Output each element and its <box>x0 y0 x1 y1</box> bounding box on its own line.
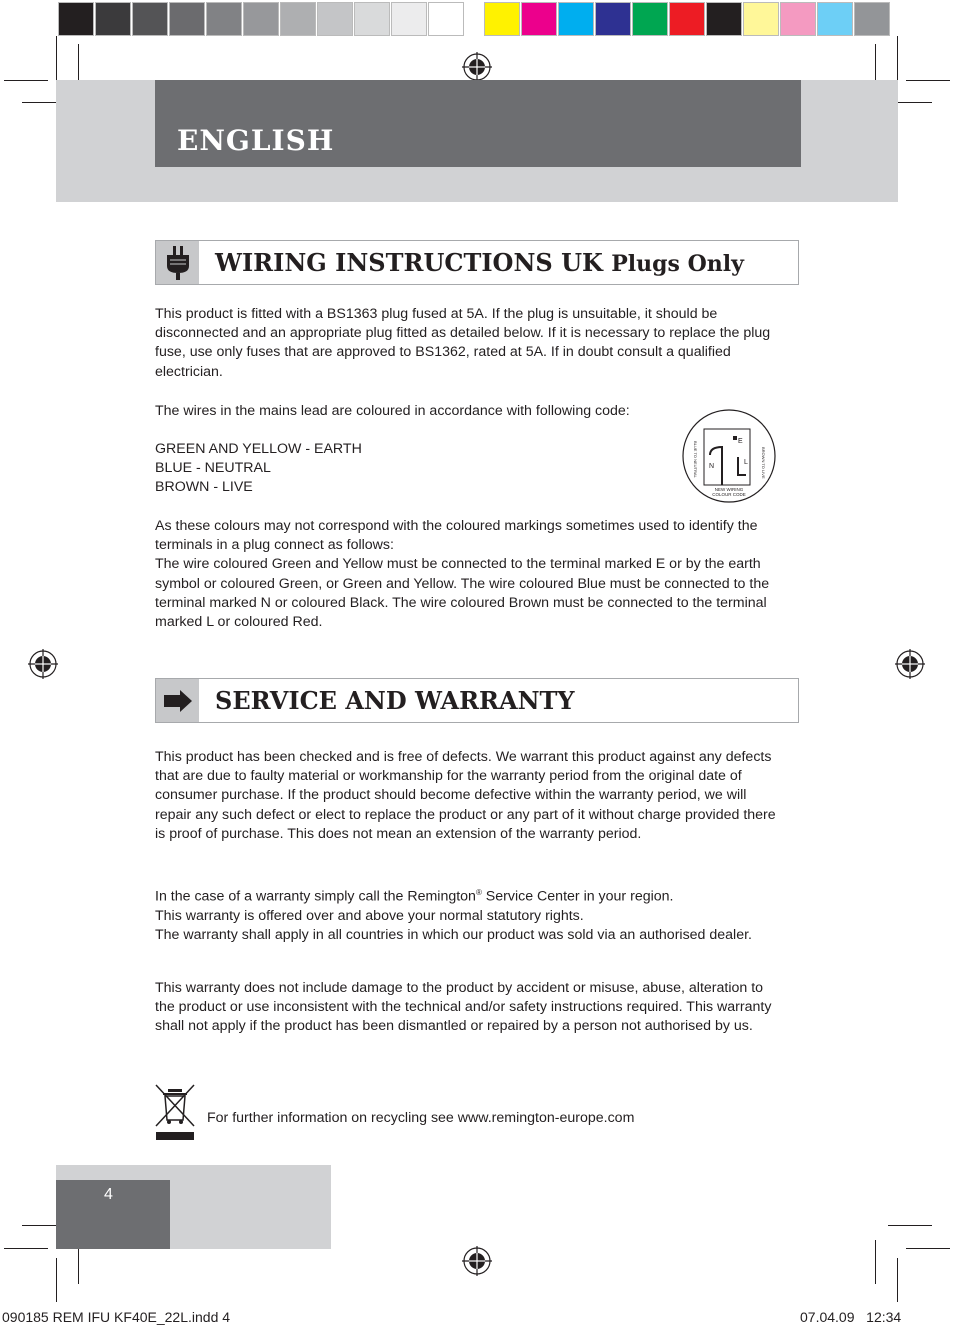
process-color-swatch <box>632 2 668 36</box>
crop-mark <box>888 1225 932 1226</box>
crop-mark <box>897 36 898 80</box>
wiring-section-heading <box>155 240 799 285</box>
page-number: 4 <box>104 1186 113 1203</box>
slug-file-info: 090185 REM IFU KF40E_22L.indd 4 <box>2 1309 231 1325</box>
registration-mark-icon <box>895 649 925 679</box>
page-title: ENGLISH <box>177 124 335 157</box>
slug-date-time: 07.04.09 12:34 <box>800 1309 902 1325</box>
gray-swatch <box>243 2 279 36</box>
service-paragraph-2 <box>155 883 785 945</box>
gray-swatch <box>206 2 242 36</box>
registration-mark-icon <box>462 52 492 82</box>
service-paragraph-3: This warranty does not include damage to the product by accident or misuse, abuse, alteration to the product or use inconsistent with the technical and/or safety instructions required. This warranty shall not apply if the product has been dismantled or repaired by a person not authorised by us. <box>155 980 772 1035</box>
gray-swatch <box>317 2 353 36</box>
colour-code-label: COLOUR CODE <box>712 492 746 497</box>
crop-mark <box>906 80 950 81</box>
service-paragraph-2-b: Service Center in your region. <box>481 888 674 905</box>
process-color-swatch <box>521 2 557 36</box>
gray-swatch <box>280 2 316 36</box>
crop-mark <box>897 1258 898 1302</box>
wiring-section-title <box>215 248 744 277</box>
crop-mark <box>875 1240 876 1284</box>
gray-swatch <box>428 2 464 36</box>
terminal-l-label: L <box>744 459 748 466</box>
wiring-paragraph-3-detail: The wire coloured Green and Yellow must be connected to the terminal marked E or by the earth symbol or coloured Green, or Green and Yellow. The wire coloured Blue must be connected to the terminal marked N or coloured Black. The wire coloured Brown must be connected to the terminal marked L or coloured Red. <box>155 556 770 631</box>
wire-code-live: BROWN - LIVE <box>155 479 253 496</box>
wire-code-earth: GREEN AND YELLOW - EARTH <box>155 441 362 457</box>
terminal-n-label: N <box>709 463 715 470</box>
recycling-info-text: For further information on recycling see www.remington-europe.com <box>207 1110 635 1126</box>
crop-mark <box>56 36 57 80</box>
process-color-bar <box>484 2 891 38</box>
wiring-title-main: WIRING INSTRUCTIONS UK <box>215 248 603 277</box>
wire-code-neutral: BLUE - NEUTRAL <box>155 460 271 477</box>
wiring-paragraph-3-intro: As these colours may not correspond with the coloured markings sometimes used to identify the terminals in a plug connect as follows: <box>155 518 758 554</box>
plug-wiring-diagram <box>682 407 776 505</box>
crossed-bin-icon <box>155 1084 195 1142</box>
crop-mark <box>4 1248 48 1249</box>
process-color-swatch <box>743 2 779 36</box>
brown-to-live-label: BROWN TO LIVE <box>761 447 766 479</box>
service-paragraph-1: This product has been checked and is free of defects. We warrant this product against any defects that are due to faulty material or workmanship for the warranty period from the original date of consumer purchase. If the product should become defective within the warranty period, we will repair any such defect or elect to replace the product or any part of it without charge provided there is proof of purchase. This does not mean an extension of the warranty period. <box>155 749 776 842</box>
service-section-title: SERVICE AND WARRANTY <box>215 686 575 715</box>
header-title-bar <box>155 80 801 167</box>
terminal-e-label: E <box>738 438 743 445</box>
wiring-paragraph-1: This product is fitted with a BS1363 plug fused at 5A. If the plug is unsuitable, it should be disconnected and an appropriate plug fitted as detailed below. If it is necessary to replace the plug fuse, use only fuses that are approved to BS1362, rated at 5A. If in doubt consult a qualified electrician. <box>155 306 771 380</box>
wiring-paragraph-3 <box>155 517 785 632</box>
registered-mark: ® <box>475 888 482 897</box>
service-icon-box <box>156 679 199 722</box>
crop-mark <box>4 80 48 81</box>
process-color-swatch <box>595 2 631 36</box>
process-color-swatch <box>706 2 742 36</box>
gray-color-bar <box>58 2 465 38</box>
new-wiring-label: NEW WIRING <box>714 487 744 492</box>
arrow-right-icon <box>164 690 192 712</box>
service-section-heading <box>155 678 799 723</box>
process-color-swatch <box>558 2 594 36</box>
wire-colour-code-list <box>155 440 455 498</box>
wiring-paragraph-2: The wires in the mains lead are coloured in accordance with following code: <box>155 403 630 419</box>
service-paragraph-2-a: In the case of a warranty simply call the Remington <box>155 888 476 905</box>
gray-swatch <box>391 2 427 36</box>
plug-icon <box>165 246 191 280</box>
gray-swatch <box>58 2 94 36</box>
footer-page-block <box>56 1180 170 1249</box>
process-color-swatch <box>780 2 816 36</box>
service-paragraph-2-line-1 <box>155 883 785 907</box>
process-color-swatch <box>817 2 853 36</box>
process-color-swatch <box>854 2 890 36</box>
wiring-icon-box <box>156 241 199 284</box>
wiring-title-suffix: Plugs Only <box>611 251 744 277</box>
gray-swatch <box>132 2 168 36</box>
gray-swatch <box>169 2 205 36</box>
service-paragraph-2-line-2: This warranty is offered over and above your normal statutory rights. <box>155 907 584 924</box>
gray-swatch <box>354 2 390 36</box>
registration-mark-icon <box>28 649 58 679</box>
crop-mark <box>56 1258 57 1302</box>
registration-mark-icon <box>462 1246 492 1276</box>
gray-swatch <box>95 2 131 36</box>
process-color-swatch <box>669 2 705 36</box>
service-paragraph-2-line-3: The warranty shall apply in all countries in which our product was sold via an authorised dealer. <box>155 927 752 944</box>
process-color-swatch <box>484 2 520 36</box>
crop-mark <box>906 1248 950 1249</box>
blue-to-neutral-label: BLUE TO NEUTRAL <box>693 441 698 478</box>
